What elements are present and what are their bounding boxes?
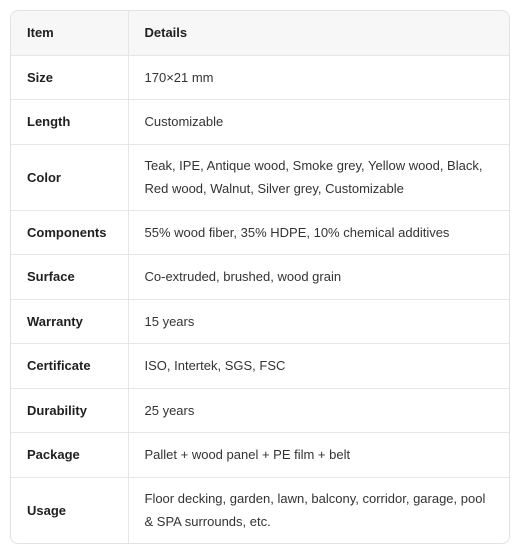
- table-row: [11, 299, 509, 344]
- row-item-label: Components: [11, 210, 128, 255]
- table-row: [11, 433, 509, 478]
- row-item-label: Warranty: [11, 299, 128, 344]
- table-row: [11, 255, 509, 300]
- spec-table: [11, 11, 509, 543]
- row-details-value: 170×21 mm: [128, 55, 509, 100]
- row-item-label: Surface: [11, 255, 128, 300]
- row-item-label: Size: [11, 55, 128, 100]
- row-item-label: Certificate: [11, 344, 128, 389]
- row-details-value: Floor decking, garden, lawn, balcony, corridor, garage, pool & SPA surrounds, etc.: [128, 477, 509, 543]
- table-row: [11, 55, 509, 100]
- row-item-label: Color: [11, 144, 128, 210]
- spec-table-container: [10, 10, 510, 544]
- table-row: [11, 100, 509, 145]
- row-details-value: 25 years: [128, 388, 509, 433]
- table-row: [11, 344, 509, 389]
- column-header-item: Item: [11, 11, 128, 55]
- row-details-value: Pallet + wood panel + PE film + belt: [128, 433, 509, 478]
- row-item-label: Durability: [11, 388, 128, 433]
- row-details-value: Co-extruded, brushed, wood grain: [128, 255, 509, 300]
- header-row: [11, 11, 509, 55]
- column-header-details: Details: [128, 11, 509, 55]
- row-details-value: Customizable: [128, 100, 509, 145]
- row-details-value: ISO, Intertek, SGS, FSC: [128, 344, 509, 389]
- row-item-label: Usage: [27, 502, 67, 518]
- row-details-value: Teak, IPE, Antique wood, Smoke grey, Yellow wood, Black, Red wood, Walnut, Silver grey, Customizable: [128, 144, 509, 210]
- row-item-label: Length: [11, 100, 128, 145]
- table-row: [11, 210, 509, 255]
- table-header: [11, 11, 509, 55]
- table-body: [11, 55, 509, 543]
- table-row: [11, 388, 509, 433]
- table-row: [11, 144, 509, 210]
- row-details-value: 15 years: [128, 299, 509, 344]
- row-item-label: Package: [11, 433, 128, 478]
- row-details-value: 55% wood fiber, 35% HDPE, 10% chemical additives: [128, 210, 509, 255]
- table-row: [11, 477, 509, 543]
